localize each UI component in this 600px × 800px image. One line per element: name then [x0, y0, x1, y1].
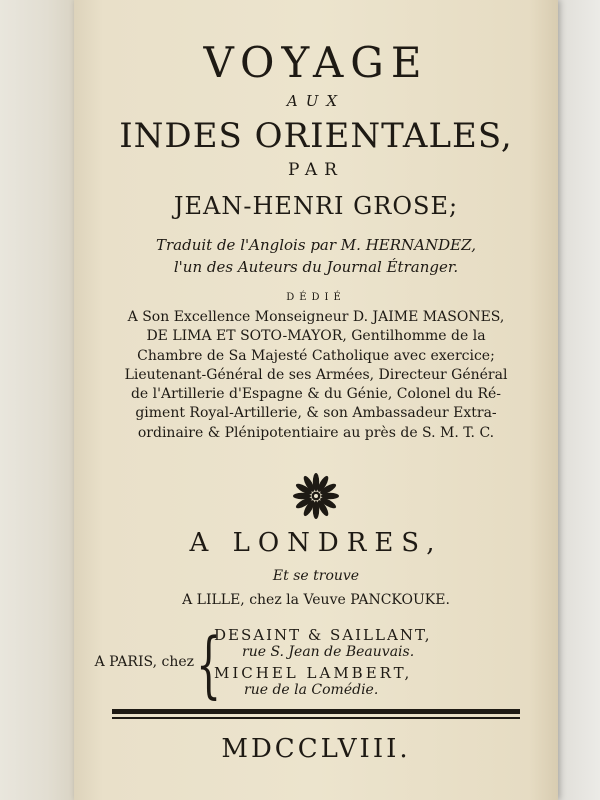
title-line-voyage: VOYAGE: [203, 38, 429, 87]
dedication-heading: DÉDIÉ: [286, 292, 346, 303]
rule-thick: [112, 709, 520, 714]
imprint-paris: [74, 624, 558, 708]
translator-line-2: l'un des Auteurs du Journal Étranger.: [173, 258, 459, 276]
title-line-aux: AUX: [286, 92, 346, 110]
paris-line: DESAINT & SAILLANT,: [214, 626, 432, 644]
imprint-lille: A LILLE, chez la Veuve PANCKOUKE.: [182, 592, 450, 608]
rule-thin: [112, 717, 520, 719]
dedication-line: de l'Artillerie d'Espagne & du Génie, Colonel du Ré-: [130, 386, 502, 403]
dedication-line: Lieutenant-Général de ses Armées, Directeur Général: [124, 366, 508, 383]
dedication-text: [74, 308, 558, 443]
imprint-trouve: Et se trouve: [272, 568, 360, 584]
dedication-line: DE LIMA ET SOTO-MAYOR, Gentilhomme de la: [146, 328, 486, 345]
imprint-date: MDCCLVIII.: [221, 734, 411, 764]
imprint-city: A LONDRES,: [189, 528, 443, 558]
paris-line: MICHEL LAMBERT,: [214, 664, 413, 682]
fleuron-icon: [292, 472, 340, 520]
dedication-line: giment Royal-Artillerie, & son Ambassadeur Extra-: [135, 405, 497, 422]
dedication-line: ordinaire & Plénipotentiaire au près de S. M. T. C.: [137, 424, 495, 441]
paris-line: rue S. Jean de Beauvais.: [242, 644, 415, 660]
paris-label: A PARIS, chez: [94, 654, 194, 670]
facing-page: [0, 0, 78, 800]
background-edge: [552, 0, 600, 800]
author-name: JEAN-HENRI GROSE;: [173, 192, 459, 220]
title-page: [74, 0, 558, 800]
curly-brace-icon: {: [196, 622, 222, 706]
paris-line: rue de la Comédie.: [244, 682, 379, 698]
dedication-line: Chambre de Sa Majesté Catholique avec exercice;: [137, 347, 495, 364]
facing-page-ghost: [0, 180, 70, 420]
translator-line-1: Traduit de l'Anglois par M. HERNANDEZ,: [155, 236, 477, 254]
title-line-par: PAR: [288, 160, 344, 180]
title-line-indes-orientales: INDES ORIENTALES,: [119, 116, 513, 156]
dedication-line: A Son Excellence Monseigneur D. JAIME MASONES,: [127, 309, 505, 325]
